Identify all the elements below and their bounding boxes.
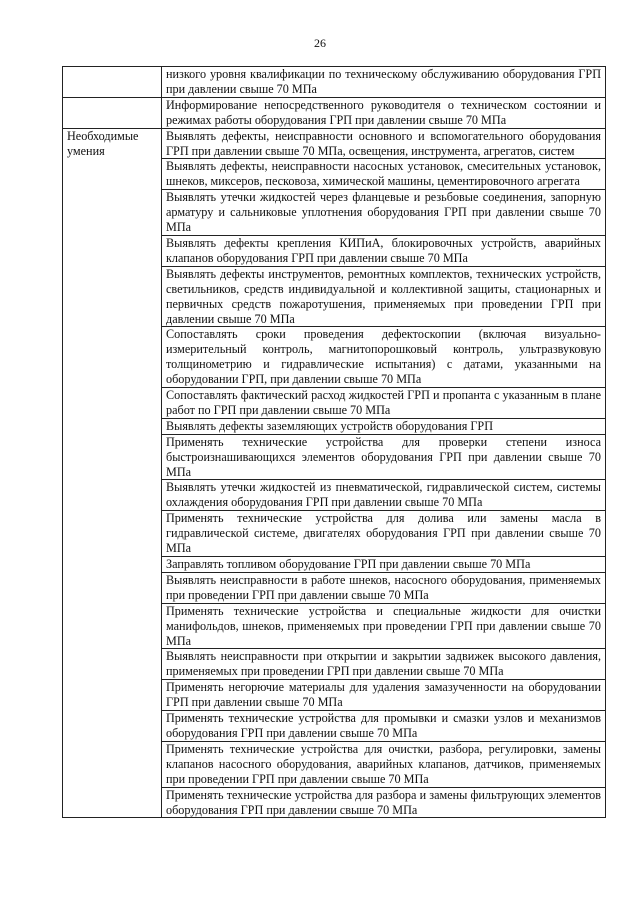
label-cell-empty [63,67,162,98]
table-cell: Выявлять дефекты, неисправности насосных установок, смесительных установок, шнеков, миксеров, песковоза, химической машины, цементировочного агрегата [162,159,606,190]
page-number: 26 [314,36,326,50]
table-cell: Сопоставлять фактический расход жидкостей ГРП и пропанта с указанным в плане работ по ГРП при давлении свыше 70 МПа [162,388,606,419]
table-cell: Применять технические устройства для долива или замены масла в гидравлической системе, двигателях оборудования ГРП при давлении свыше 70 МПа [162,511,606,557]
table-cell: Применять технические устройства и специальные жидкости для очистки манифольдов, шнеков, применяемых при проведении ГРП при давлении свыше 70 МПа [162,603,606,649]
table-cell: Применять негорючие материалы для удаления замазученности на оборудовании ГРП при давлении свыше 70 МПа [162,680,606,711]
table-cell: Применять технические устройства для разбора и замены фильтрующих элементов оборудования ГРП при давлении свыше 70 МПа [162,787,606,818]
section-label: Необходимые умения [63,128,162,818]
table-cell: Заправлять топливом оборудование ГРП при давлении свыше 70 МПа [162,557,606,573]
table-cell: Применять технические устройства для очистки, разбора, регулировки, замены клапанов насосного оборудования, аварийных клапанов, датчиков, применяемых при проведении ГРП при давлении свыше 70 МПа [162,741,606,787]
table-cell: Выявлять дефекты крепления КИПиА, блокировочных устройств, аварийных клапанов оборудования ГРП при давлении свыше 70 МПа [162,235,606,266]
skills-table [62,66,606,818]
table-cell: Применять технические устройства для промывки и смазки узлов и механизмов оборудования ГРП при давлении свыше 70 МПа [162,711,606,742]
table-cell: Выявлять утечки жидкостей из пневматической, гидравлической систем, системы охлаждения оборудования ГРП при давлении свыше 70 МПа [162,480,606,511]
table-cell: Информирование непосредственного руководителя о техническом состоянии и режимах работы оборудования ГРП при давлении свыше 70 МПа [162,97,606,128]
table-cell: Выявлять неисправности при открытии и закрытии задвижек высокого давления, применяемых при проведении ГРП при давлении свыше 70 МПа [162,649,606,680]
table-row [63,97,606,128]
label-cell-empty [63,97,162,128]
table-cell: Выявлять дефекты, неисправности основного и вспомогательного оборудования ГРП при давлении свыше 70 МПа, освещения, инструмента, агрегатов, систем [162,128,606,159]
table-row [63,128,606,159]
table-cell: Выявлять дефекты инструментов, ремонтных комплектов, технических устройств, светильников, средств индивидуальной и коллективной защиты, стационарных и первичных средств пожаротушения, применяемых при проведении ГРП при давлении свыше 70 МПа [162,266,606,327]
table-cell: Применять технические устройства для проверки степени износа быстроизнашивающихся элементов оборудования ГРП при давлении свыше 70 МПа [162,434,606,480]
table-cell: Выявлять дефекты заземляющих устройств оборудования ГРП [162,418,606,434]
table-cell: Выявлять неисправности в работе шнеков, насосного оборудования, применяемых при проведении ГРП при давлении свыше 70 МПа [162,572,606,603]
table-cell: Сопоставлять сроки проведения дефектоскопии (включая визуально-измерительный контроль, магнитопорошковый контроль, ультразвуковую толщинометрию и гидравлические испытания) с датами, указанными на оборудовании ГРП, при давлении свыше 70 МПа [162,327,606,388]
table-cell: низкого уровня квалификации по техническому обслуживанию оборудования ГРП при давлении свыше 70 МПа [162,67,606,98]
table-row [63,67,606,98]
table-cell: Выявлять утечки жидкостей через фланцевые и резьбовые соединения, запорную арматуру и сальниковые уплотнения оборудования ГРП при давлении свыше 70 МПа [162,190,606,236]
